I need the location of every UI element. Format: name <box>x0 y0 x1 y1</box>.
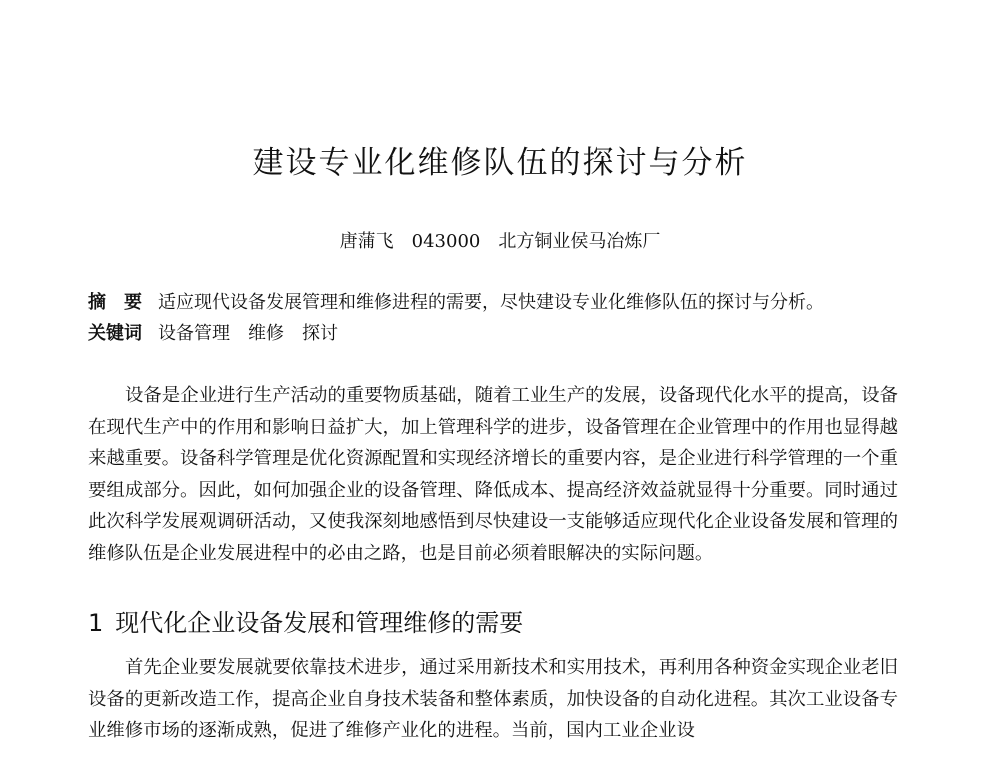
keyword: 维修 <box>248 323 284 344</box>
section-title: 现代化企业设备发展和管理维修的需要 <box>115 609 524 637</box>
section-heading <box>88 607 918 639</box>
keywords <box>88 321 918 347</box>
byline <box>0 230 1000 254</box>
abstract <box>88 290 918 316</box>
section-number: 1 <box>88 609 104 637</box>
postcode: 043000 <box>411 231 481 252</box>
abstract-text: 适应现代设备发展管理和维修进程的需要，尽快建设专业化维修队伍的探讨与分析。 <box>158 292 824 313</box>
keyword: 探讨 <box>302 323 338 344</box>
author-name: 唐蒲飞 <box>339 231 394 252</box>
intro-paragraph: 设备是企业进行生产活动的重要物质基础，随着工业生产的发展，设备现代化水平的提高，设备在现代生产中的作用和影响日益扩大，加上管理科学的进步，设备管理在企业管理中的作用也显得越来越重要。设备科学管理是优化资源配置和实现经济增长的重要内容，是企业进行科学管理的一个重要组成部分。因此，如何加强企业的设备管理、降低成本、提高经济效益就显得十分重要。同时通过此次科学发展观调研活动，又使我深刻地感悟到尽快建设一支能够适应现代化企业设备发展和管理的维修队伍是企业发展进程中的必由之路，也是目前必须着眼解决的实际问题。 <box>88 385 898 564</box>
abstract-label: 摘 要 <box>88 292 142 313</box>
section-paragraph: 首先企业要发展就要依靠技术进步，通过采用新技术和实用技术，再利用各种资金实现企业老旧设备的更新改造工作，提高企业自身技术装备和整体素质，加快设备的自动化进程。其次工业设备专业维修市场的逐渐成熟，促进了维修产业化的进程。当前，国内工业企业设 <box>88 657 898 741</box>
keyword: 设备管理 <box>158 323 230 344</box>
affiliation: 北方铜业侯马冶炼厂 <box>498 231 661 252</box>
paper-title: 建设专业化维修队伍的探讨与分析 <box>252 145 748 181</box>
keywords-label: 关键词 <box>88 323 142 344</box>
